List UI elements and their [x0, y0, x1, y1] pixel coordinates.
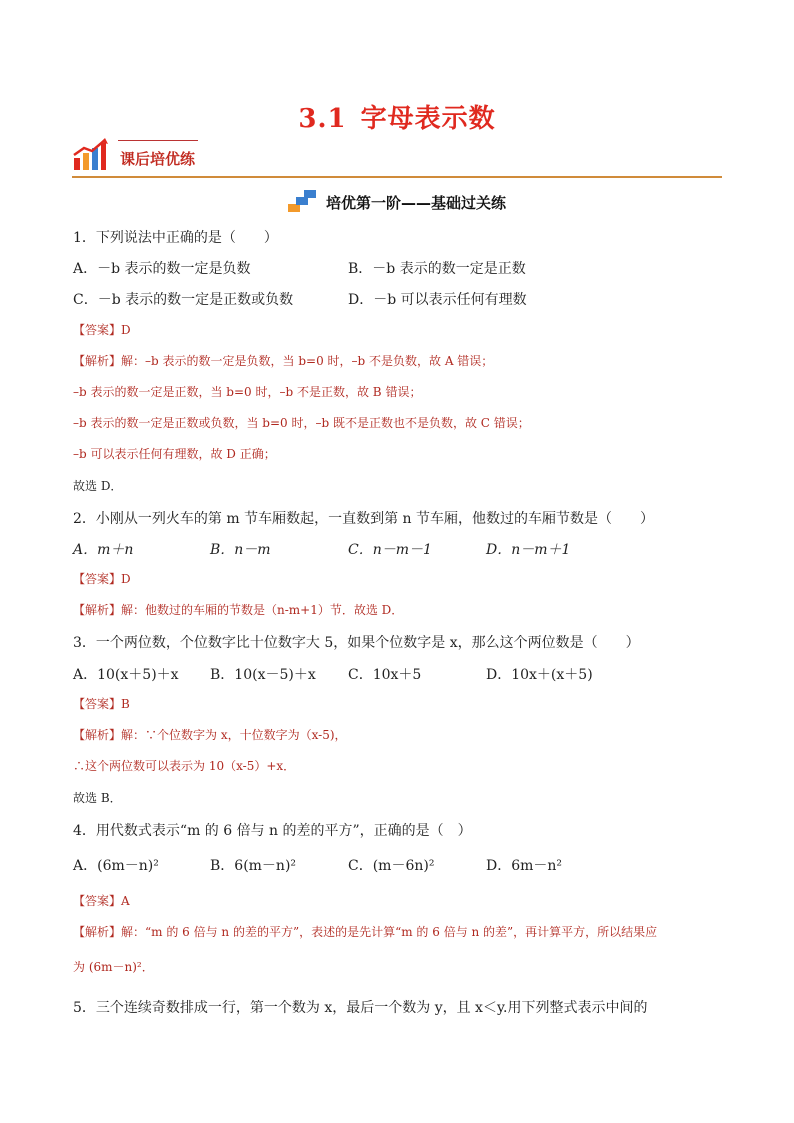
q4-analysis-1: 【解析】解：“m 的 6 倍与 n 的差的平方”，表述的是先计算“m 的 6 倍与 n 的差”，再计算平方，所以结果应 [73, 925, 658, 939]
subheading-text: 培优第一阶——基础过关练 [325, 194, 506, 212]
q1-stem: 1．下列说法中正确的是（ ） [73, 230, 278, 246]
q1-analysis-3: –b 表示的数一定是正数或负数，当 b=0 时，–b 既不是正数也不是负数，故 C 错误； [73, 416, 530, 430]
q5-stem: 5．三个连续奇数排成一行，第一个数为 x，最后一个数为 y，且 x＜y.用下列整式表示中间的 [73, 1000, 648, 1016]
q4-option-d: D．6m－n² [486, 858, 563, 874]
subheading [0, 190, 794, 213]
section-header [72, 136, 722, 178]
q1-option-b: B．－b 表示的数一定是正数 [348, 261, 526, 277]
q3-option-c: C．10x＋5 [348, 667, 422, 683]
q1-option-a: A．－b 表示的数一定是负数 [73, 261, 251, 277]
q2-analysis-1: 【解析】解：他数过的车厢的节数是（n-m+1）节．故选 D． [73, 603, 404, 617]
q3-conclusion: 故选 B． [73, 791, 122, 805]
q1-option-d: D．－b 可以表示任何有理数 [348, 292, 527, 308]
q1-option-c: C．－b 表示的数一定是正数或负数 [73, 292, 294, 308]
q1-analysis-2: –b 表示的数一定是正数，当 b=0 时，–b 不是正数，故 B 错误； [73, 385, 422, 399]
q4-stem: 4．用代数式表示“m 的 6 倍与 n 的差的平方”，正确的是（ ） [73, 823, 472, 839]
q2-option-d: D．n－m＋1 [486, 542, 571, 558]
q2-option-c: C．n－m－1 [348, 542, 432, 558]
section-bottom-rule [72, 176, 722, 178]
q3-analysis-1: 【解析】解：∵个位数字为 x，十位数字为（x-5)， [73, 728, 347, 742]
q1-analysis-1: 【解析】解：–b 表示的数一定是负数，当 b=0 时，–b 不是负数，故 A 错误； [73, 354, 494, 368]
section-top-rule [118, 140, 198, 141]
q4-option-c: C．(m－6n)² [348, 858, 435, 874]
q3-option-a: A．10(x＋5)＋x [73, 667, 179, 683]
q2-option-a: A．m＋n [73, 542, 134, 558]
q3-option-b: B．10(x－5)＋x [210, 667, 316, 683]
title-text: 字母表示数 [360, 104, 496, 134]
page-title [0, 98, 794, 135]
q4-answer: 【答案】A [73, 894, 130, 908]
q1-conclusion: 故选 D． [73, 479, 123, 493]
stairs-icon [288, 190, 320, 212]
q2-answer: 【答案】D [73, 572, 131, 586]
title-number: 3.1 [298, 104, 347, 134]
q3-answer: 【答案】B [73, 697, 130, 711]
q4-option-b: B．6(m－n)² [210, 858, 297, 874]
q1-analysis-4: –b 可以表示任何有理数，故 D 正确； [73, 447, 276, 461]
q2-stem: 2．小刚从一列火车的第 m 节车厢数起，一直数到第 n 节车厢，他数过的车厢节数是（ ） [73, 511, 654, 527]
growth-chart-icon [72, 138, 108, 172]
q3-stem: 3．一个两位数，个位数字比十位数字大 5，如果个位数字是 x，那么这个两位数是（ ） [73, 635, 640, 651]
q4-analysis-2: 为 (6m－n)²． [73, 960, 154, 974]
q3-option-d: D．10x＋(x＋5) [486, 667, 593, 683]
q4-option-a: A．(6m－n)² [73, 858, 159, 874]
q1-answer: 【答案】D [73, 323, 131, 337]
section-label: 课后培优练 [120, 150, 196, 168]
q3-analysis-2: ∴这个两位数可以表示为 10（x-5）+x． [73, 759, 296, 773]
q2-option-b: B．n－m [210, 542, 271, 558]
